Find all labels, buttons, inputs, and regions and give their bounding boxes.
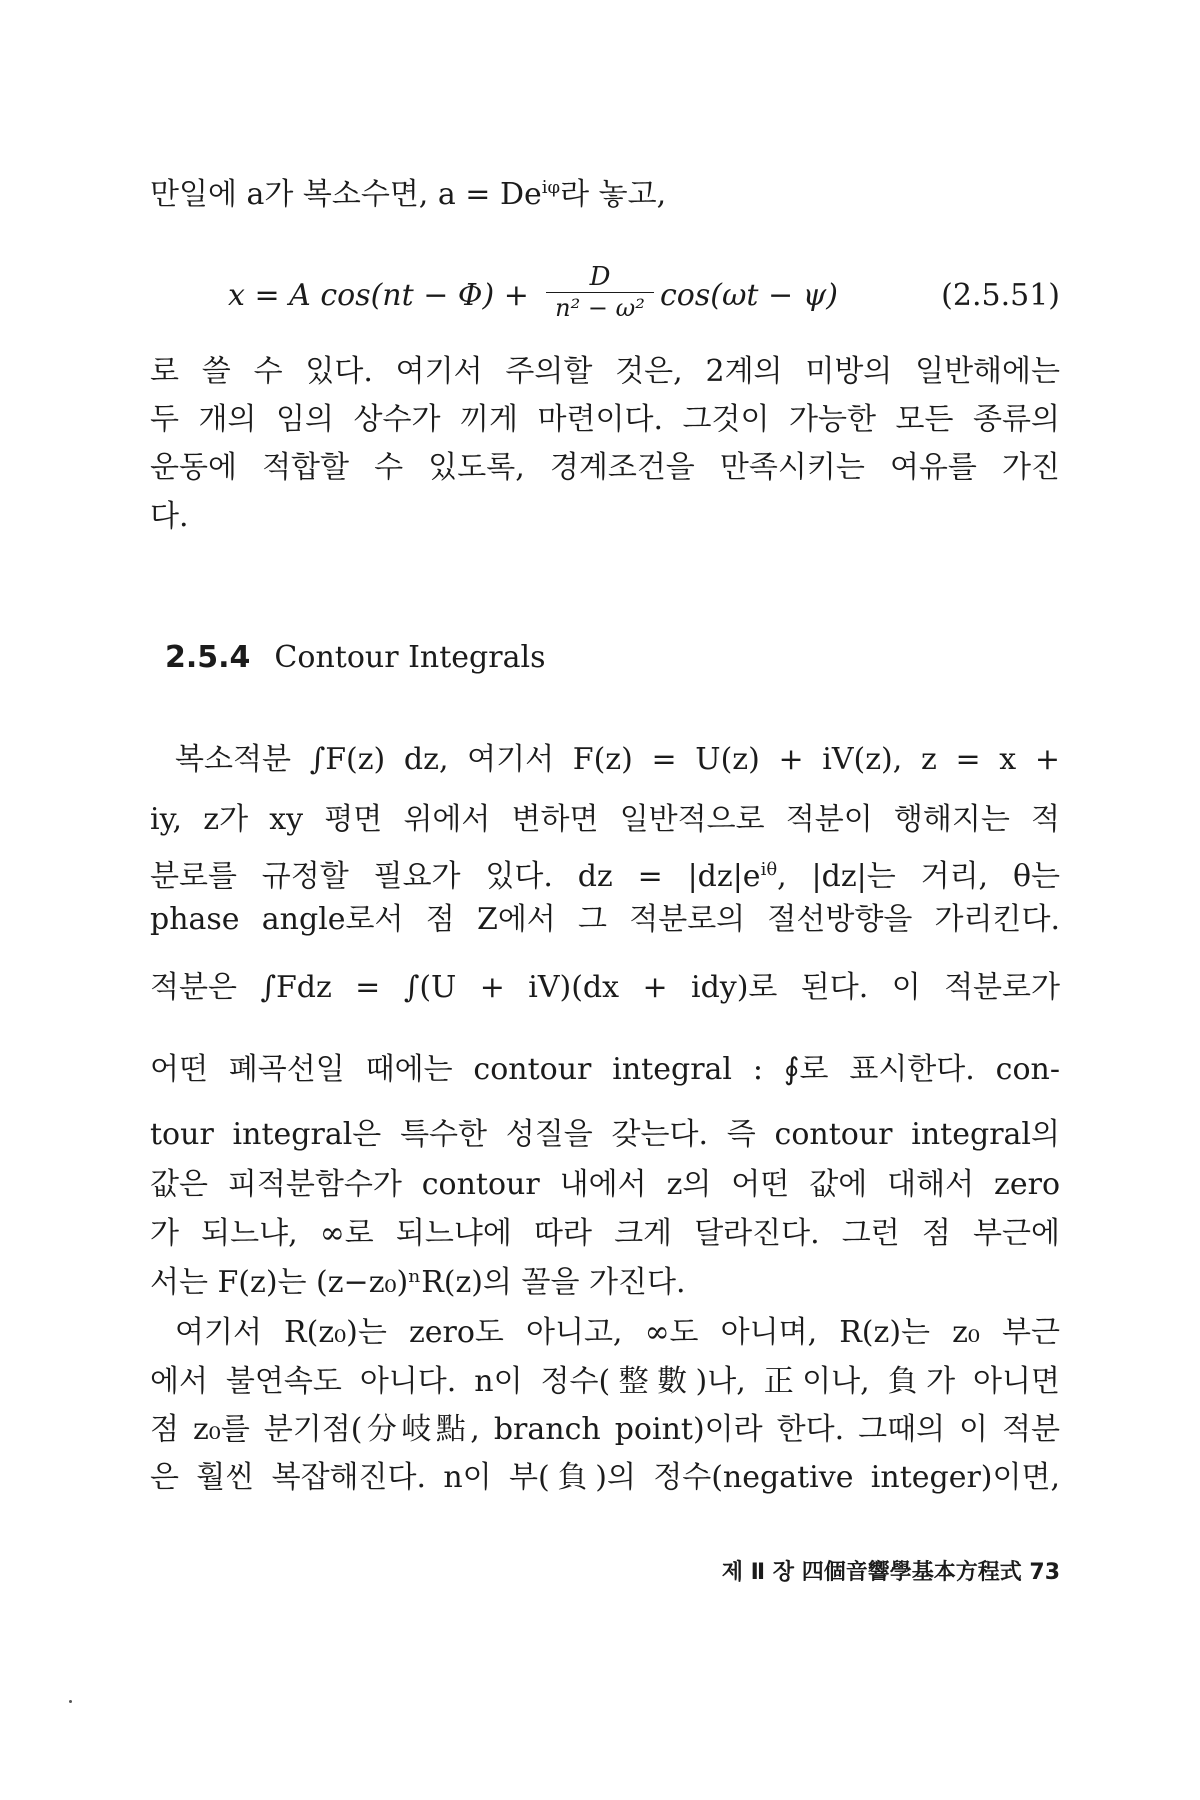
paragraph-2-line-4: 다. bbox=[150, 499, 189, 534]
paragraph-3-line-5: 적분은 ∫Fdz = ∫(U + iV)(dx + idy)로 된다. 이 적분로가 bbox=[150, 970, 1060, 1005]
paragraph-4-line-2: 에서 불연속도 아니다. n이 정수(整數)나, 正이나, 負가 아니면 bbox=[150, 1364, 1060, 1399]
paragraph-4-line-3: 점 z₀를 분기점(分岐點, branch point)이라 한다. 그때의 이 적분 bbox=[150, 1412, 1060, 1447]
equation-number: (2.5.51) bbox=[941, 278, 1060, 313]
equation-2-5-51 bbox=[228, 262, 1060, 332]
paragraph-2-line-2: 두 개의 임의 상수가 끼게 마련이다. 그것이 가능한 모든 종류의 bbox=[150, 402, 1060, 437]
equation-lhs: x = A cos(nt − Φ) + bbox=[228, 278, 529, 313]
paragraph-3-line-4: phase angle로서 점 Z에서 그 적분로의 절선방향을 가리킨다. bbox=[150, 902, 1060, 937]
paragraph-4-line-1: 여기서 R(z₀)는 zero도 아니고, ∞도 아니며, R(z)는 z₀ 부근 bbox=[175, 1315, 1060, 1350]
paragraph-1-line-1: 만일에 a가 복소수면, $a = De^{i\varphi}$라 놓고, bbox=[150, 177, 667, 212]
paragraph-3-line-2: iy, z가 xy 평면 위에서 변하면 일반적으로 적분이 행해지는 적 bbox=[150, 802, 1060, 837]
paragraph-3-line-3: 분로를 규정할 필요가 있다. dz = $|dz|e^{i\theta}$, |dz|는 거리, θ는 bbox=[150, 859, 1060, 894]
page-footer: 제 Ⅱ 장 四個音響學基本方程式 73 bbox=[721, 1560, 1060, 1585]
paragraph-3-line-6: 어떤 폐곡선일 때에는 contour integral : ∮로 표시한다. con- bbox=[150, 1052, 1060, 1087]
section-heading bbox=[165, 638, 545, 678]
paragraph-3-line-9: 가 되느냐, ∞로 되느냐에 따라 크게 달라진다. 그런 점 부근에 bbox=[150, 1216, 1060, 1251]
paragraph-3-line-8: 값은 피적분함수가 contour 내에서 z의 어떤 값에 대해서 zero bbox=[150, 1167, 1060, 1202]
paragraph-3-line-10: 서는 F(z)는 (z−z₀)ⁿR(z)의 꼴을 가진다. bbox=[150, 1265, 686, 1300]
equation-fraction bbox=[546, 262, 654, 323]
section-title: Contour Integrals bbox=[274, 640, 546, 675]
paragraph-3-line-1: 복소적분 ∫F(z) dz, 여기서 F(z) = U(z) + iV(z), z = x + bbox=[175, 742, 1060, 777]
paragraph-4-line-4: 은 훨씬 복잡해진다. n이 부(負)의 정수(negative integer)이면, bbox=[150, 1460, 1060, 1495]
section-number: 2.5.4 bbox=[165, 640, 251, 675]
fraction-denominator: n² − ω² bbox=[555, 294, 645, 322]
paragraph-2-line-1: 로 쓸 수 있다. 여기서 주의할 것은, 2계의 미방의 일반해에는 bbox=[150, 354, 1060, 389]
scan-speck bbox=[69, 1700, 72, 1703]
fraction-numerator: D bbox=[589, 262, 611, 292]
paragraph-2-line-3: 운동에 적합할 수 있도록, 경계조건을 만족시키는 여유를 가진 bbox=[150, 450, 1060, 485]
paragraph-3-line-7: tour integral은 특수한 성질을 갖는다. 즉 contour integral의 bbox=[150, 1117, 1060, 1152]
equation-rhs: cos(ωt − ψ) bbox=[660, 278, 838, 313]
